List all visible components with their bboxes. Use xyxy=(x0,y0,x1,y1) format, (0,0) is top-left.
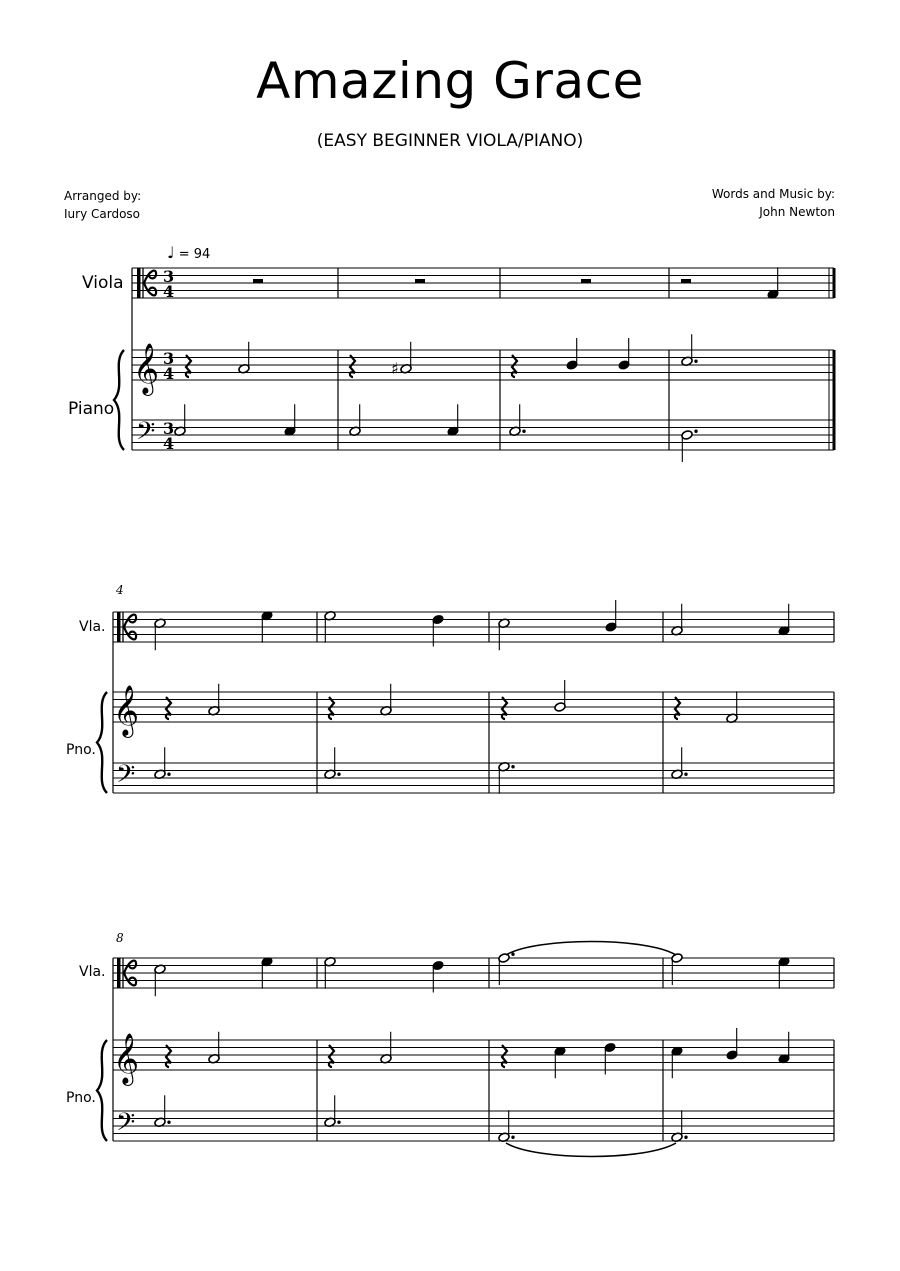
dot xyxy=(337,773,340,776)
treble-clef-icon: 𝄞 xyxy=(113,1033,140,1084)
measure-number: 8 xyxy=(116,931,124,945)
clef-curve xyxy=(124,615,136,627)
treble-clef-icon: 𝄞 xyxy=(113,685,140,736)
time-signature-numerator: 3 xyxy=(163,267,175,286)
dot xyxy=(694,360,697,363)
time-signature-numerator: 3 xyxy=(163,419,175,438)
tie xyxy=(506,1143,676,1157)
quarter-rest-icon xyxy=(502,1045,507,1067)
quarter-rest-icon xyxy=(186,355,191,377)
clef-bar xyxy=(137,268,141,298)
composer-label: Words and Music by: xyxy=(711,187,835,201)
quarter-rest-icon xyxy=(512,355,517,377)
composer-name: John Newton xyxy=(759,205,835,219)
tie xyxy=(506,942,676,956)
dot xyxy=(511,765,514,768)
staff xyxy=(113,612,834,642)
time-signature-denominator: 4 xyxy=(163,434,175,453)
quarter-rest-icon xyxy=(329,1045,334,1067)
dot xyxy=(522,430,525,433)
rest-icon xyxy=(581,279,591,283)
piano-label: Piano xyxy=(68,399,115,419)
dot xyxy=(511,953,514,956)
arranger-label: Arranged by: xyxy=(64,189,142,203)
quarter-rest-icon xyxy=(350,355,355,377)
clef-bar xyxy=(117,612,121,642)
treble-clef-icon: 𝄞 xyxy=(133,343,160,394)
staff xyxy=(132,420,834,450)
score-title: Amazing Grace xyxy=(256,52,644,110)
clef-curve xyxy=(144,271,156,283)
dot xyxy=(167,773,170,776)
quarter-rest-icon xyxy=(166,697,171,719)
viola-label-abbr: Vla. xyxy=(79,964,106,980)
sharp-icon: ♯ xyxy=(391,358,399,378)
clef-curve xyxy=(144,283,156,295)
bass-clef-icon: 𝄢 xyxy=(136,417,156,452)
viola-label-abbr: Vla. xyxy=(79,619,106,635)
dot xyxy=(694,430,697,433)
staff xyxy=(113,1040,834,1070)
viola-label: Viola xyxy=(82,273,124,293)
staff xyxy=(113,763,834,793)
rest-icon xyxy=(253,279,263,283)
staff xyxy=(132,268,834,298)
brace-icon xyxy=(114,350,124,450)
arranger-name: Iury Cardoso xyxy=(64,207,141,221)
brace-icon xyxy=(97,692,107,793)
time-signature-numerator: 3 xyxy=(163,349,175,368)
quarter-note xyxy=(605,600,617,632)
brace-icon xyxy=(97,1040,107,1141)
quarter-note xyxy=(566,338,578,370)
dot xyxy=(511,1136,514,1139)
half-note xyxy=(681,430,698,462)
staff xyxy=(113,1111,834,1141)
rest-icon xyxy=(415,279,425,283)
piano-label-abbr: Pno. xyxy=(66,1090,96,1106)
piano-label-abbr: Pno. xyxy=(66,742,96,758)
tempo-value: = 94 xyxy=(178,247,211,262)
clef-curve xyxy=(124,961,136,973)
time-signature-denominator: 4 xyxy=(163,282,175,301)
dot xyxy=(167,1121,170,1124)
half-rest-icon xyxy=(681,279,691,283)
clef-curve xyxy=(124,973,136,985)
quarter-note xyxy=(726,1028,738,1060)
quarter-rest-icon xyxy=(502,697,507,719)
staff xyxy=(132,350,834,380)
dot xyxy=(684,773,687,776)
quarter-note xyxy=(618,338,630,370)
score-subtitle: (EASY BEGINNER VIOLA/PIANO) xyxy=(316,131,584,151)
clef-curve xyxy=(124,627,136,639)
time-signature-denominator: 4 xyxy=(163,364,175,383)
half-note xyxy=(554,680,566,712)
bass-clef-icon: 𝄢 xyxy=(116,1108,136,1143)
staff xyxy=(113,692,834,722)
dot xyxy=(337,1121,340,1124)
clef-bar xyxy=(117,958,121,988)
quarter-note-icon: ♩ xyxy=(167,243,175,262)
bass-clef-icon: 𝄢 xyxy=(116,760,136,795)
quarter-rest-icon xyxy=(166,1045,171,1067)
quarter-rest-icon xyxy=(675,697,680,719)
quarter-rest-icon xyxy=(329,697,334,719)
staff xyxy=(113,958,834,988)
dot xyxy=(684,1136,687,1139)
measure-number: 4 xyxy=(116,583,124,597)
